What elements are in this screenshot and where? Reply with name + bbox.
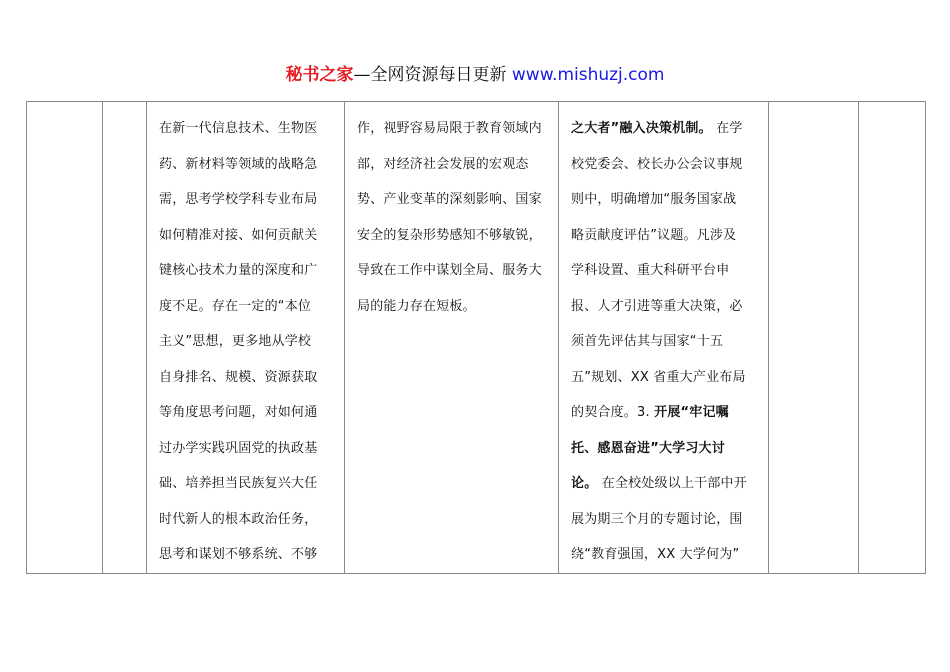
text-line: 部，对经济社会发展的宏观态 bbox=[357, 156, 529, 172]
cell-text-col4 bbox=[345, 102, 558, 324]
table-cell-col4 bbox=[345, 102, 559, 574]
text-line: 托、感恩奋进”大学习大讨 bbox=[571, 440, 725, 456]
text-line: 如何精准对接、如何贡献关 bbox=[159, 227, 318, 243]
table-cell-col6 bbox=[769, 102, 859, 574]
cell-text-col5 bbox=[559, 102, 768, 573]
text-line: 之大者”融入决策机制。 在学 bbox=[571, 121, 743, 136]
table-cell-col7 bbox=[859, 102, 926, 574]
text-line: 论。 在全校处级以上干部中开 bbox=[571, 476, 747, 491]
table-cell-col5 bbox=[559, 102, 769, 574]
site-header bbox=[0, 64, 950, 86]
text-line: 则中，明确增加“服务国家战 bbox=[571, 192, 737, 207]
text-line: 自身排名、规模、资源获取 bbox=[159, 369, 318, 385]
text-line: 势、产业变革的深刻影响、国家 bbox=[357, 192, 542, 207]
text-line: 药、新材料等领域的战略急 bbox=[159, 156, 318, 172]
header-dash: — bbox=[353, 65, 371, 85]
text-line: 思考和谋划不够系统、不够 bbox=[159, 547, 318, 562]
text-line: 键核心技术力量的深度和广 bbox=[159, 263, 318, 278]
text-line: 绕“教育强国，XX 大学何为” bbox=[571, 547, 740, 562]
text-line: 导致在工作中谋划全局、服务大 bbox=[357, 263, 542, 278]
text-line: 校党委会、校长办公会议事规 bbox=[571, 156, 743, 172]
text-line: 安全的复杂形势感知不够敏锐， bbox=[357, 227, 542, 243]
table-cell-col1 bbox=[27, 102, 103, 574]
text-line: 需，思考学校学科专业布局 bbox=[159, 192, 318, 207]
text-line: 的契合度。3. 开展“牢记嘱 bbox=[571, 405, 729, 420]
text-line: 时代新人的根本政治任务， bbox=[159, 511, 318, 527]
table-row bbox=[27, 102, 926, 574]
text-line: 作，视野容易局限于教育领域内 bbox=[357, 121, 542, 136]
text-line: 报、人才引进等重大决策，必 bbox=[571, 298, 743, 314]
cell-text-col3 bbox=[147, 102, 344, 573]
text-line: 等角度思考问题，对如何通 bbox=[159, 405, 318, 420]
text-line: 主义”思想，更多地从学校 bbox=[159, 334, 312, 349]
text-line: 局的能力存在短板。 bbox=[357, 298, 476, 314]
text-line: 略贡献度评估”议题。凡涉及 bbox=[571, 227, 737, 243]
text-line: 在新一代信息技术、生物医 bbox=[159, 121, 318, 136]
site-brand: 秘书之家 bbox=[285, 65, 354, 85]
text-line: 五”规划、XX 省重大产业布局 bbox=[571, 369, 746, 385]
document-table bbox=[26, 101, 926, 574]
table-cell-col3 bbox=[147, 102, 345, 574]
text-line: 过办学实践巩固党的执政基 bbox=[159, 440, 318, 456]
text-line: 础、培养担当民族复兴大任 bbox=[159, 476, 318, 491]
site-url-link[interactable]: www.mishuzj.com bbox=[511, 65, 665, 85]
text-line: 学科设置、重大科研平台申 bbox=[571, 263, 730, 278]
text-line: 须首先评估其与国家“十五 bbox=[571, 334, 724, 349]
table-cell-col2 bbox=[103, 102, 147, 574]
header-slogan: 全网资源每日更新 bbox=[370, 65, 507, 85]
text-line: 展为期三个月的专题讨论，围 bbox=[571, 511, 743, 527]
text-line: 度不足。存在一定的“本位 bbox=[159, 298, 312, 314]
